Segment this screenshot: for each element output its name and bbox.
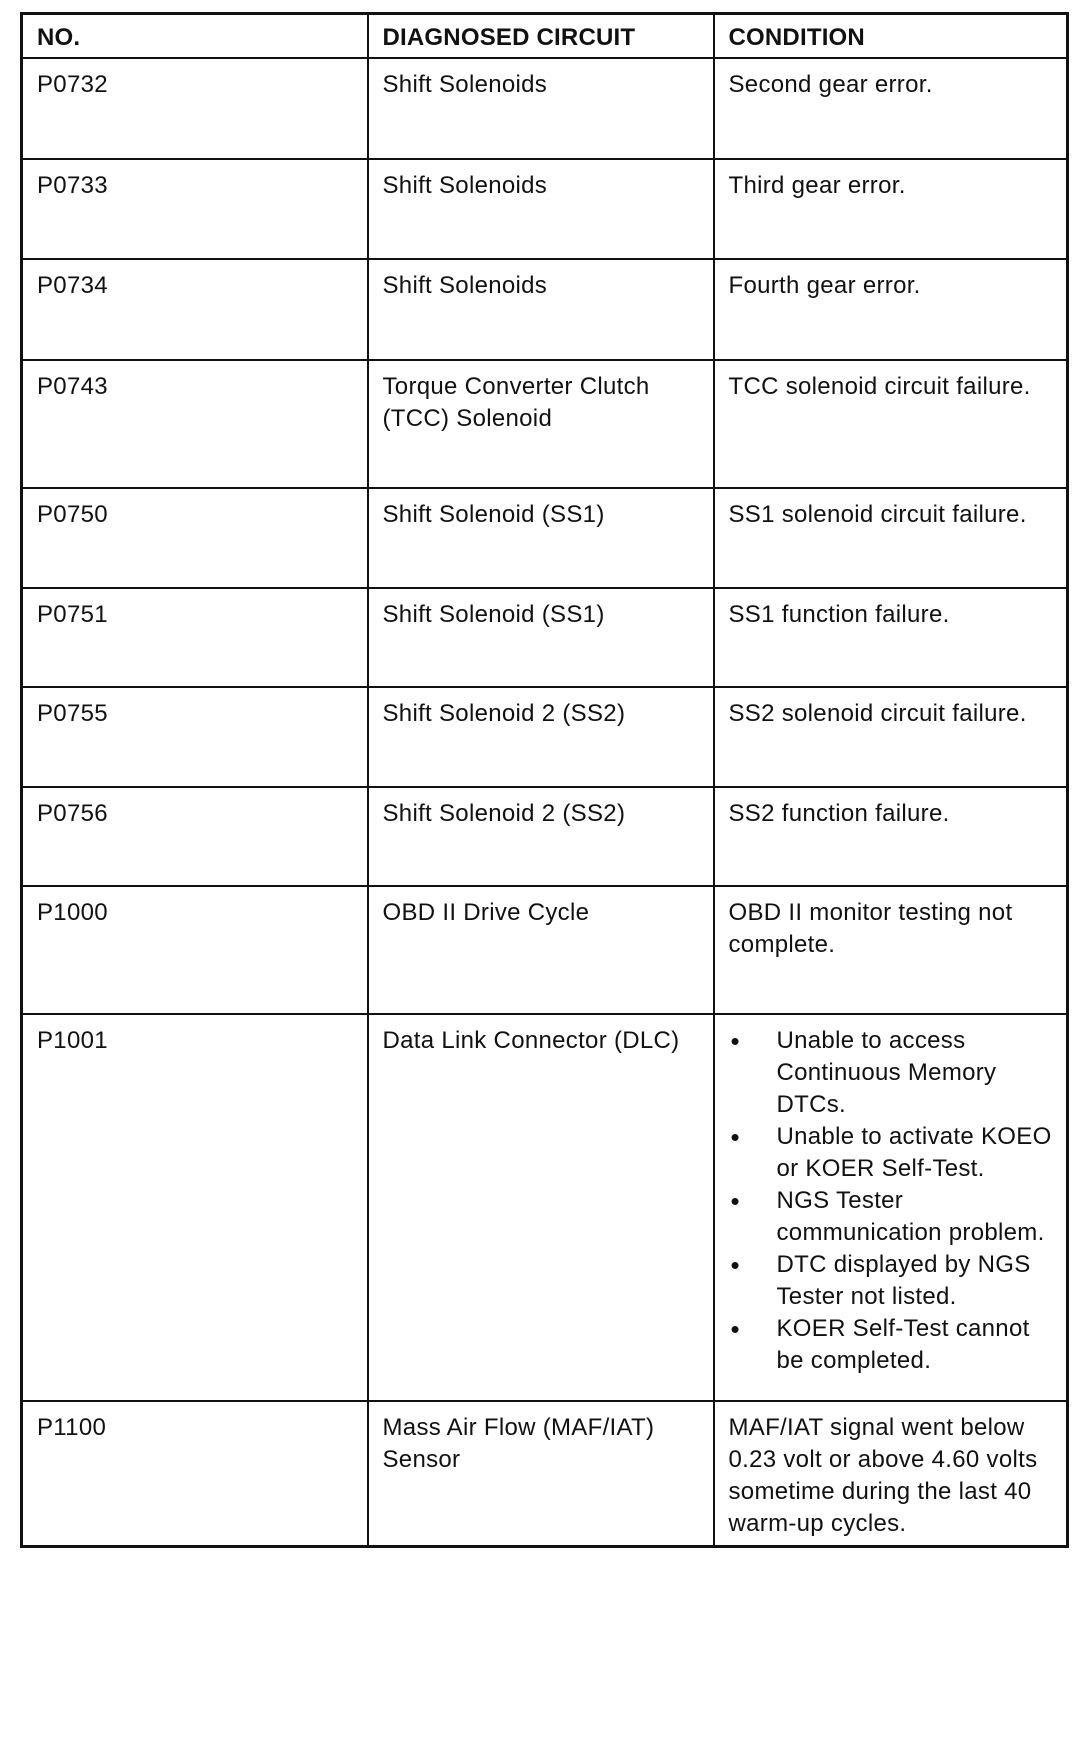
diagnosed-circuit: Shift Solenoids xyxy=(368,259,714,360)
table-row xyxy=(22,259,1068,360)
table-row xyxy=(22,1014,1068,1401)
dtc-code: P0734 xyxy=(22,259,368,360)
dtc-code: P0733 xyxy=(22,159,368,259)
table-row xyxy=(22,488,1068,588)
diagnosed-circuit: Shift Solenoid 2 (SS2) xyxy=(368,787,714,886)
table-row xyxy=(22,588,1068,687)
dtc-code: P0756 xyxy=(22,787,368,886)
condition-bullet-item: • Unable to activate KOEO or KOER Self-Test. xyxy=(729,1121,1053,1185)
table-row xyxy=(22,886,1068,1014)
diagnosed-circuit: Shift Solenoid (SS1) xyxy=(368,588,714,687)
header-diagnosed-circuit: DIAGNOSED CIRCUIT xyxy=(368,14,714,59)
condition-bullet-list xyxy=(729,1025,1053,1377)
dtc-code: P0732 xyxy=(22,58,368,159)
diagnosed-circuit: Data Link Connector (DLC) xyxy=(368,1014,714,1401)
dtc-code: P0755 xyxy=(22,687,368,787)
condition: TCC solenoid circuit failure. xyxy=(714,360,1068,488)
condition: SS2 solenoid circuit failure. xyxy=(714,687,1068,787)
dtc-code: P0750 xyxy=(22,488,368,588)
condition-bullet-item: • NGS Tester communication problem. xyxy=(729,1185,1053,1249)
dtc-code: P1100 xyxy=(22,1401,368,1546)
header-no: NO. xyxy=(22,14,368,59)
table-row xyxy=(22,159,1068,259)
condition: OBD II monitor testing not complete. xyxy=(714,886,1068,1014)
condition: MAF/IAT signal went below 0.23 volt or above 4.60 volts sometime during the last 40 warm-up cycles. xyxy=(714,1401,1068,1546)
dtc-code: P0751 xyxy=(22,588,368,687)
condition: SS2 function failure. xyxy=(714,787,1068,886)
diagnosed-circuit: Torque Converter Clutch (TCC) Solenoid xyxy=(368,360,714,488)
header-condition: CONDITION xyxy=(714,14,1068,59)
diagnosed-circuit: Mass Air Flow (MAF/IAT) Sensor xyxy=(368,1401,714,1546)
condition: Third gear error. xyxy=(714,159,1068,259)
table-row xyxy=(22,1401,1068,1546)
table-row xyxy=(22,360,1068,488)
condition: SS1 solenoid circuit failure. xyxy=(714,488,1068,588)
dtc-code: P0743 xyxy=(22,360,368,488)
condition-bullet-item: • DTC displayed by NGS Tester not listed. xyxy=(729,1249,1053,1313)
diagnosed-circuit: Shift Solenoids xyxy=(368,159,714,259)
table-row xyxy=(22,58,1068,159)
table-row xyxy=(22,687,1068,787)
condition-bullet-item: • KOER Self-Test cannot be completed. xyxy=(729,1313,1053,1377)
dtc-code: P1001 xyxy=(22,1014,368,1401)
condition-bullet-item: • Unable to access Continuous Memory DTCs. xyxy=(729,1025,1053,1121)
header-row xyxy=(22,14,1068,59)
diagnosed-circuit: Shift Solenoid (SS1) xyxy=(368,488,714,588)
diagnosed-circuit: OBD II Drive Cycle xyxy=(368,886,714,1014)
diagnosed-circuit: Shift Solenoid 2 (SS2) xyxy=(368,687,714,787)
condition: SS1 function failure. xyxy=(714,588,1068,687)
condition: Second gear error. xyxy=(714,58,1068,159)
table-row xyxy=(22,787,1068,886)
dtc-table xyxy=(20,12,1069,1548)
condition: Fourth gear error. xyxy=(714,259,1068,360)
condition xyxy=(714,1014,1068,1401)
dtc-code: P1000 xyxy=(22,886,368,1014)
diagnosed-circuit: Shift Solenoids xyxy=(368,58,714,159)
